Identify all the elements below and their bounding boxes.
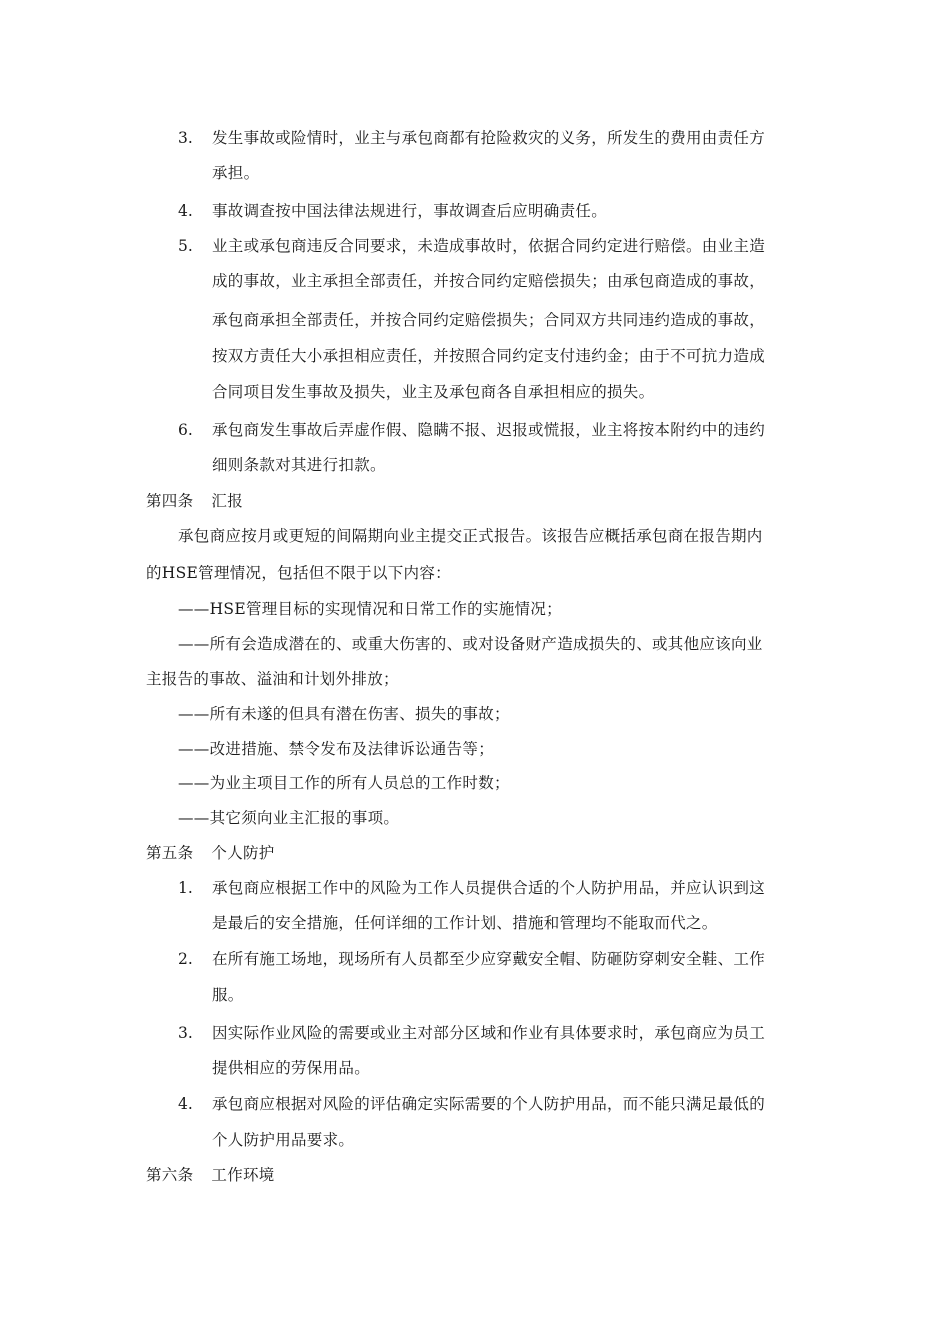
- list-item-text: 因实际作业风险的需要或业主对部分区域和作业有具体要求时，承包商应为员工: [212, 1024, 766, 1042]
- article-title: 个人防护: [211, 844, 275, 862]
- article-heading: [146, 843, 275, 863]
- dash-list-item: ——HSE管理目标的实现情况和日常工作的实施情况；: [178, 600, 562, 618]
- dash-list-item: ——所有未遂的但具有潜在伤害、损失的事故；: [178, 705, 510, 723]
- article-heading: [146, 1165, 275, 1185]
- paragraph-line: 承包商应按月或更短的间隔期向业主提交正式报告。该报告应概括承包商在报告期内: [178, 527, 763, 545]
- list-item-number: 5.: [178, 237, 193, 255]
- list-item-text: 事故调查按中国法律法规进行，事故调查后应明确责任。: [212, 202, 608, 220]
- list-item-text: 细则条款对其进行扣款。: [212, 456, 386, 474]
- dash-list-item: ——改进措施、禁令发布及法律诉讼通告等；: [178, 740, 495, 758]
- dash-list-item-continuation: 主报告的事故、溢油和计划外排放；: [146, 670, 399, 688]
- list-item-text: 成的事故，业主承担全部责任，并按合同约定赔偿损失；由承包商造成的事故，: [212, 272, 766, 290]
- dash-list-item: ——所有会造成潜在的、或重大伤害的、或对设备财产造成损失的、或其他应该向业: [178, 635, 763, 653]
- list-item-text: 承担。: [212, 164, 260, 182]
- list-item-text: 提供相应的劳保用品。: [212, 1059, 371, 1077]
- list-item-number: 4.: [178, 202, 193, 220]
- article-label: 第五条: [146, 844, 194, 862]
- list-item-number: 4.: [178, 1095, 193, 1113]
- list-item-text: 发生事故或险情时，业主与承包商都有抢险救灾的义务，所发生的费用由责任方: [212, 129, 766, 147]
- list-item-text: 个人防护用品要求。: [212, 1131, 355, 1149]
- article-heading: [146, 491, 243, 511]
- list-item-number: 1.: [178, 879, 193, 897]
- dash-list-item: ——为业主项目工作的所有人员总的工作时数；: [178, 774, 510, 792]
- article-title: 汇报: [211, 492, 244, 510]
- article-label: 第六条: [146, 1166, 194, 1184]
- list-item-text: 承包商应根据对风险的评估确定实际需要的个人防护用品，而不能只满足最低的: [212, 1095, 766, 1113]
- list-item-text: 业主或承包商违反合同要求，未造成事故时，依据合同约定进行赔偿。由业主造: [212, 237, 766, 255]
- list-item-number: 6.: [178, 421, 193, 439]
- list-item-number: 3.: [178, 1024, 193, 1042]
- list-item-text: 是最后的安全措施，任何详细的工作计划、措施和管理均不能取而代之。: [212, 914, 718, 932]
- list-item-text: 承包商发生事故后弄虚作假、隐瞒不报、迟报或慌报，业主将按本附约中的违约: [212, 421, 766, 439]
- dash-list-item: ——其它须向业主汇报的事项。: [178, 809, 400, 827]
- paragraph-line: 的HSE管理情况，包括但不限于以下内容：: [146, 564, 451, 582]
- list-item-text: 承包商应根据工作中的风险为工作人员提供合适的个人防护用品，并应认识到这: [212, 879, 766, 897]
- list-item-text: 服。: [212, 986, 244, 1004]
- list-item-text: 按双方责任大小承担相应责任，并按照合同约定支付违约金；由于不可抗力造成: [212, 347, 766, 365]
- list-item-text: 承包商承担全部责任，并按合同约定赔偿损失；合同双方共同违约造成的事故，: [212, 311, 766, 329]
- article-label: 第四条: [146, 492, 194, 510]
- list-item-text: 在所有施工场地，现场所有人员都至少应穿戴安全帽、防砸防穿刺安全鞋、工作: [212, 950, 766, 968]
- list-item-number: 3.: [178, 129, 193, 147]
- article-title: 工作环境: [211, 1166, 275, 1184]
- list-item-number: 2.: [178, 950, 193, 968]
- list-item-text: 合同项目发生事故及损失，业主及承包商各自承担相应的损失。: [212, 383, 655, 401]
